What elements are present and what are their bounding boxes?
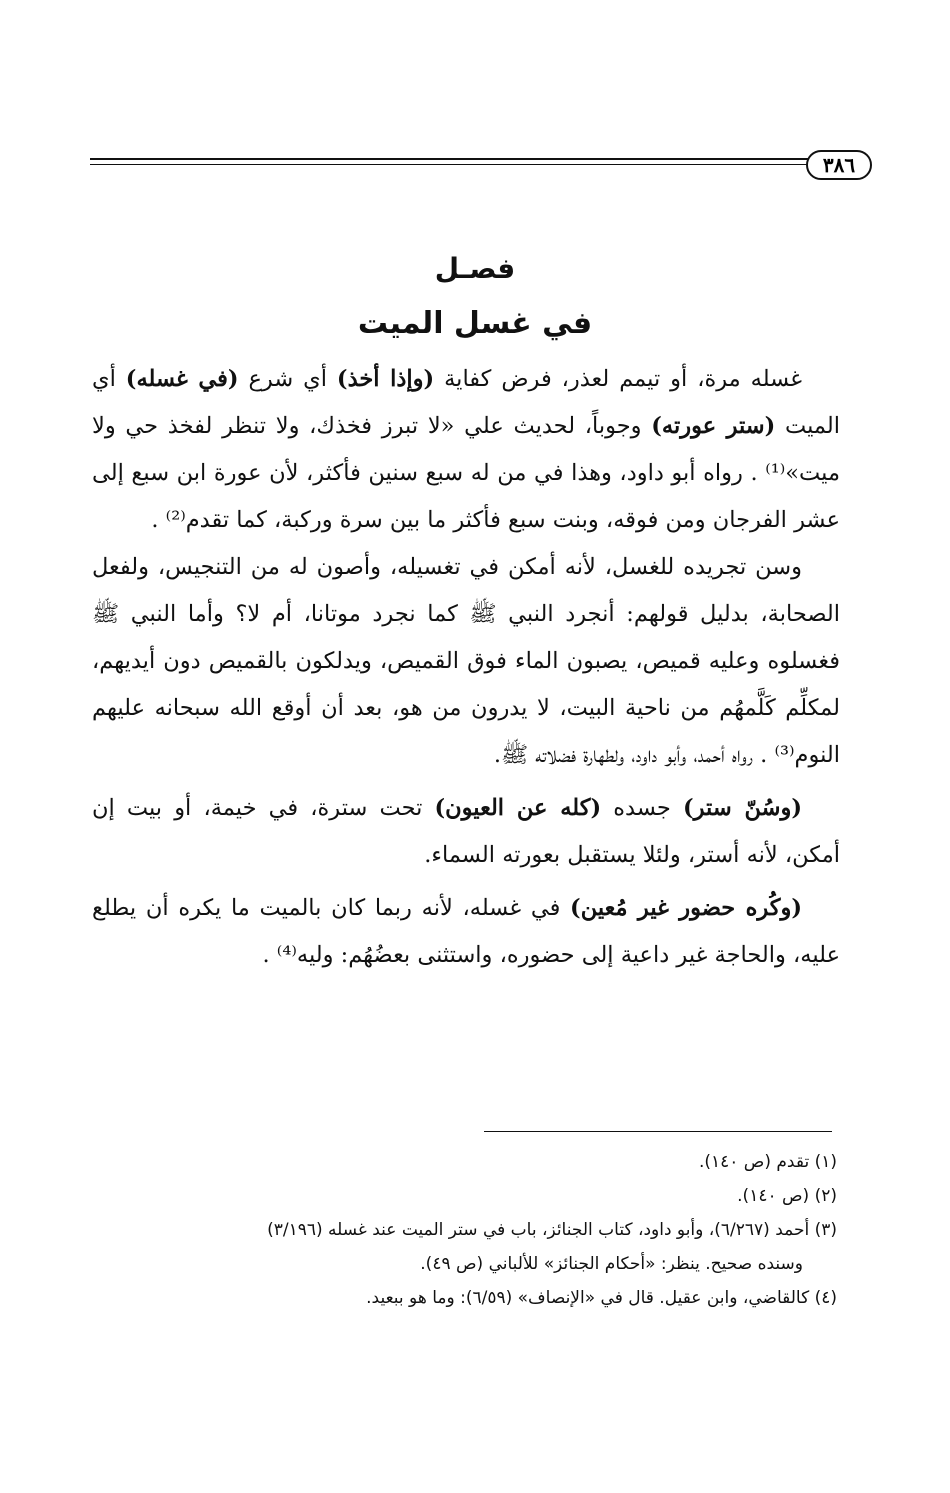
footnote-separator bbox=[484, 1131, 832, 1132]
footnote: (٣) أحمد (٦/٢٦٧)، وأبو داود، كتاب الجنائز، باب في ستر الميت عند غسله (٣/١٩٦) bbox=[267, 1220, 837, 1240]
header-rule bbox=[90, 153, 808, 171]
sharh-text: تحت سترة، في خيمة، أو بيت إن أمكن، لأنه أستر، ولئلا يستقبل بعورته السماء. bbox=[92, 795, 840, 868]
matn-text: (ستر عورته) bbox=[651, 413, 776, 439]
sharh-text: أي شرع bbox=[238, 366, 337, 392]
matn-text: (كله عن العيون) bbox=[434, 795, 602, 821]
footnote: (١) تقدم (ص ١٤٠). bbox=[698, 1152, 837, 1172]
footnotes bbox=[92, 1145, 837, 1315]
footnote: (٤) كالقاضي، وابن عقيل. قال في «الإنصاف» (٦/٥٩): وما هو ببعيد. bbox=[366, 1288, 837, 1308]
footnote: (٢) (ص ١٤٠). bbox=[737, 1186, 837, 1206]
header-rule-thin bbox=[90, 164, 808, 165]
matn-text: (وإذا أخذ) bbox=[336, 366, 435, 392]
sharh-text: غسله مرة، أو تيمم لعذر، فرض كفاية bbox=[434, 366, 803, 392]
paragraph bbox=[92, 356, 840, 544]
paragraph bbox=[92, 785, 840, 879]
sharh-text: جسده bbox=[601, 795, 683, 821]
matn-text: (في غسله) bbox=[125, 366, 239, 392]
chapter-title: فصـل bbox=[434, 252, 516, 285]
sharh-text: في غسله، لأنه ربما كان بالميت ما يكره أن يطلع عليه، والحاجة غير داعية إلى حضوره، واستثنى بعضُهُم: وليه⁽⁴⁾ . bbox=[92, 895, 840, 968]
sharh-text: وجوباً، لحديث علي «لا تبرز فخذك، ولا تنظر لفخذ حي ولا ميت»⁽¹⁾ . رواه أبو داود، وهذا في من له سبع سنين فأكثر، لأن عورة ابن سبع إلى عشر الفرجان ومن فوقه، وبنت سبع فأكثر ما بين سرة وركبة، كما تقدم⁽²⁾ . bbox=[92, 413, 840, 533]
section-title: في غسل الميت bbox=[357, 306, 593, 341]
page-number: ٣٨٦ bbox=[806, 150, 872, 180]
matn-text: (وسُنّ ستر) bbox=[682, 795, 802, 821]
sharh-text: أي الميت bbox=[92, 366, 841, 439]
matn-text: (وكُره حضور غير مُعين) bbox=[570, 895, 802, 921]
header-rule-thick bbox=[90, 158, 808, 160]
paragraph bbox=[92, 544, 840, 779]
body-text bbox=[92, 356, 840, 979]
sharh-text: وسن تجريده للغسل، لأنه أمكن في تغسيله، وأصون له من التنجيس، ولفعل الصحابة، بدليل قولهم: أنجرد النبي ﷺ كما نجرد موتانا، أم لا؟ وأما النبي ﷺ فغسلوه وعليه قميص، يصبون الماء فوق القميص، ويدلكون بالقميص دون أيديهم، لمكلِّم كَلَّمهُم من ناحية البيت، لا يدرون من هو، بعد أن أوقع الله سبحانه عليهم النوم⁽³⁾ . رواه أحمد، وأبو داود، ولطهارة فضلاته ﷺ. bbox=[92, 554, 840, 768]
footnote-continuation: وسنده صحيح. ينظر: «أحكام الجنائز» للألباني (ص ٤٩). bbox=[420, 1254, 803, 1274]
paragraph bbox=[92, 885, 840, 979]
